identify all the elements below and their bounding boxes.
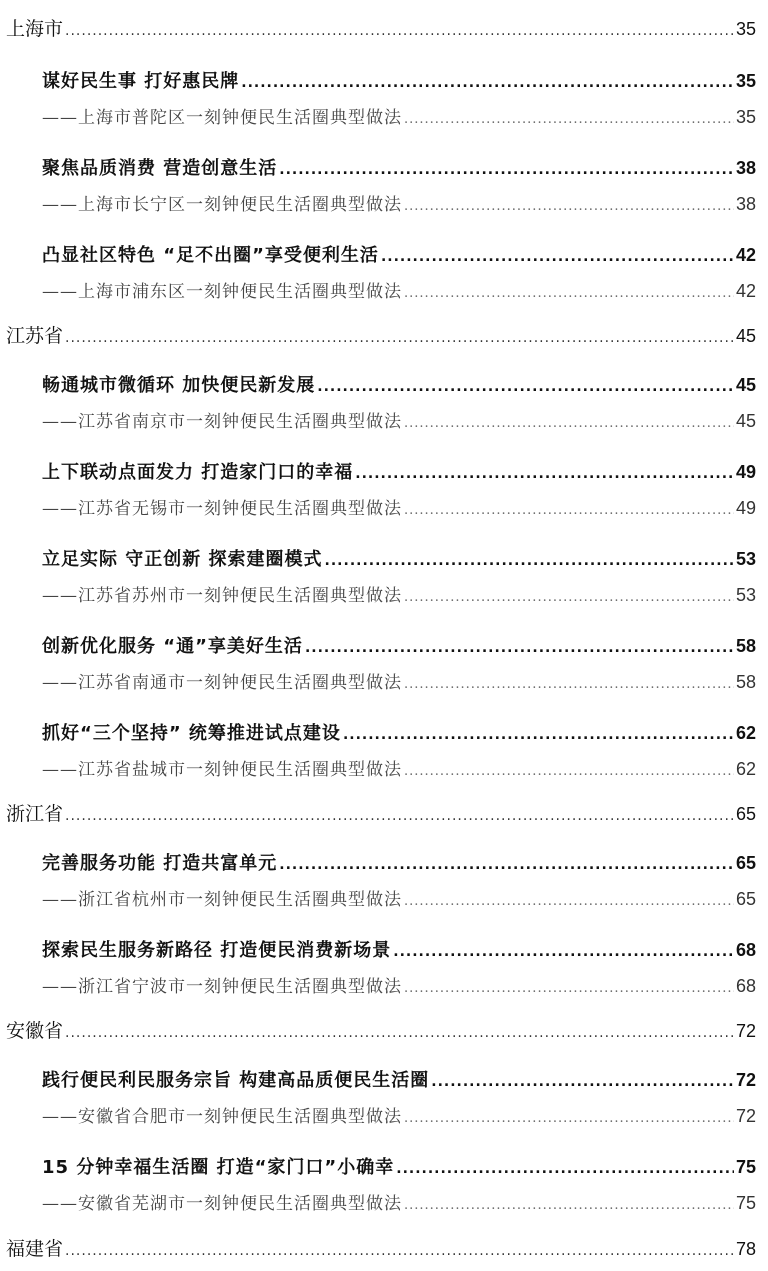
article-subtitle: ——浙江省宁波市一刻钟便民生活圈典型做法 [42, 977, 402, 997]
toc-province-entry[interactable] [6, 321, 756, 348]
page-number: 65 [735, 889, 756, 909]
dot-leader [404, 894, 734, 909]
toc-subtitle-entry[interactable] [42, 277, 756, 302]
article-title: 完善服务功能 打造共富单元 [42, 853, 278, 874]
page-number: 62 [735, 723, 756, 743]
article-subtitle: ——上海市浦东区一刻钟便民生活圈典型做法 [42, 282, 402, 302]
page-number: 49 [735, 462, 756, 482]
dot-leader [404, 764, 734, 779]
page-number: 49 [735, 498, 756, 518]
article-subtitle: ——江苏省无锡市一刻钟便民生活圈典型做法 [42, 499, 402, 519]
toc-article-entry[interactable] [42, 1066, 756, 1092]
toc-subtitle-entry[interactable] [42, 668, 756, 693]
page-number: 35 [735, 19, 756, 39]
dot-leader [404, 199, 734, 214]
page-number: 72 [735, 1106, 756, 1126]
toc-province-entry[interactable] [6, 799, 756, 826]
dot-leader [241, 75, 734, 91]
dot-leader [65, 1243, 734, 1259]
toc-subtitle-entry[interactable] [42, 755, 756, 780]
article-subtitle: ——上海市普陀区一刻钟便民生活圈典型做法 [42, 108, 402, 128]
dot-leader [404, 677, 734, 692]
article-title: 15 分钟幸福生活圈 打造“家门口”小确幸 [42, 1157, 395, 1178]
page-number: 58 [735, 636, 756, 656]
article-subtitle: ——江苏省盐城市一刻钟便民生活圈典型做法 [42, 760, 402, 780]
toc-subtitle-entry[interactable] [42, 581, 756, 606]
article-title: 立足实际 守正创新 探索建圈模式 [42, 549, 323, 570]
page-number: 35 [735, 71, 756, 91]
page-number: 35 [735, 107, 756, 127]
toc-article-entry[interactable] [42, 458, 756, 484]
province-name: 浙江省 [6, 803, 64, 825]
article-subtitle: ——江苏省苏州市一刻钟便民生活圈典型做法 [42, 586, 402, 606]
toc-subtitle-entry[interactable] [42, 103, 756, 128]
page-number: 65 [735, 853, 756, 873]
toc-subtitle-entry[interactable] [42, 972, 756, 997]
toc-subtitle-entry[interactable] [42, 407, 756, 432]
dot-leader [343, 727, 734, 743]
page-number: 75 [735, 1157, 756, 1177]
dot-leader [279, 857, 734, 873]
article-subtitle: ——安徽省芜湖市一刻钟便民生活圈典型做法 [42, 1194, 402, 1214]
toc-article-entry[interactable] [42, 849, 756, 875]
toc-article-entry[interactable] [42, 545, 756, 571]
toc-article-entry[interactable] [42, 154, 756, 180]
toc-article-entry[interactable] [42, 719, 756, 745]
toc-province-entry[interactable] [6, 14, 756, 41]
province-name: 福建省 [6, 1238, 64, 1260]
toc-subtitle-entry[interactable] [42, 885, 756, 910]
article-title: 上下联动点面发力 打造家门口的幸福 [42, 462, 354, 483]
article-title: 谋好民生事 打好惠民牌 [42, 71, 240, 92]
toc-article-entry[interactable] [42, 632, 756, 658]
toc-article-entry[interactable] [42, 936, 756, 962]
dot-leader [404, 503, 734, 518]
page-number: 45 [735, 411, 756, 431]
article-title: 畅通城市微循环 加快便民新发展 [42, 375, 316, 396]
dot-leader [65, 330, 734, 346]
toc-subtitle-entry[interactable] [42, 190, 756, 215]
dot-leader [396, 1161, 734, 1177]
toc-subtitle-entry[interactable] [42, 494, 756, 519]
dot-leader [355, 466, 734, 482]
page-number: 65 [735, 804, 756, 824]
dot-leader [404, 1111, 734, 1126]
toc-province-entry[interactable] [6, 1016, 756, 1043]
article-title: 探索民生服务新路径 打造便民消费新场景 [42, 940, 392, 961]
toc-subtitle-entry[interactable] [42, 1189, 756, 1214]
toc-article-entry[interactable] [42, 241, 756, 267]
page-number: 78 [735, 1239, 756, 1259]
dot-leader [431, 1074, 734, 1090]
page-number: 45 [735, 375, 756, 395]
article-subtitle: ——浙江省杭州市一刻钟便民生活圈典型做法 [42, 890, 402, 910]
page-number: 53 [735, 585, 756, 605]
dot-leader [381, 249, 734, 265]
dot-leader [65, 23, 734, 39]
page-number: 72 [735, 1021, 756, 1041]
province-name: 上海市 [6, 18, 64, 40]
page-number: 53 [735, 549, 756, 569]
article-subtitle: ——安徽省合肥市一刻钟便民生活圈典型做法 [42, 1107, 402, 1127]
toc-province-entry[interactable] [6, 1234, 756, 1261]
page-number: 68 [735, 940, 756, 960]
province-name: 安徽省 [6, 1020, 64, 1042]
dot-leader [393, 944, 734, 960]
article-title: 凸显社区特色 “足不出圈”享受便利生活 [42, 245, 379, 266]
page-number: 58 [735, 672, 756, 692]
toc-article-entry[interactable] [42, 67, 756, 93]
article-title: 抓好“三个坚持” 统筹推进试点建设 [42, 723, 341, 744]
toc-article-entry[interactable] [42, 1153, 756, 1179]
dot-leader [404, 1198, 734, 1213]
dot-leader [279, 162, 734, 178]
article-title: 践行便民利民服务宗旨 构建高品质便民生活圈 [42, 1070, 430, 1091]
dot-leader [305, 640, 734, 656]
province-name: 江苏省 [6, 325, 64, 347]
page-number: 38 [735, 194, 756, 214]
page-number: 45 [735, 326, 756, 346]
page-number: 75 [735, 1193, 756, 1213]
page-number: 42 [735, 281, 756, 301]
dot-leader [325, 553, 734, 569]
article-subtitle: ——上海市长宁区一刻钟便民生活圈典型做法 [42, 195, 402, 215]
dot-leader [404, 416, 734, 431]
dot-leader [404, 112, 734, 127]
article-subtitle: ——江苏省南通市一刻钟便民生活圈典型做法 [42, 673, 402, 693]
dot-leader [404, 981, 734, 996]
dot-leader [65, 808, 734, 824]
dot-leader [404, 590, 734, 605]
page-number: 62 [735, 759, 756, 779]
toc-article-entry[interactable] [42, 371, 756, 397]
page-number: 42 [735, 245, 756, 265]
dot-leader [404, 286, 734, 301]
page-number: 68 [735, 976, 756, 996]
toc-subtitle-entry[interactable] [42, 1102, 756, 1127]
article-title: 创新优化服务 “通”享美好生活 [42, 636, 303, 657]
page-number: 72 [735, 1070, 756, 1090]
article-title: 聚焦品质消费 营造创意生活 [42, 158, 278, 179]
dot-leader [317, 379, 734, 395]
dot-leader [65, 1025, 734, 1041]
article-subtitle: ——江苏省南京市一刻钟便民生活圈典型做法 [42, 412, 402, 432]
page-number: 38 [735, 158, 756, 178]
